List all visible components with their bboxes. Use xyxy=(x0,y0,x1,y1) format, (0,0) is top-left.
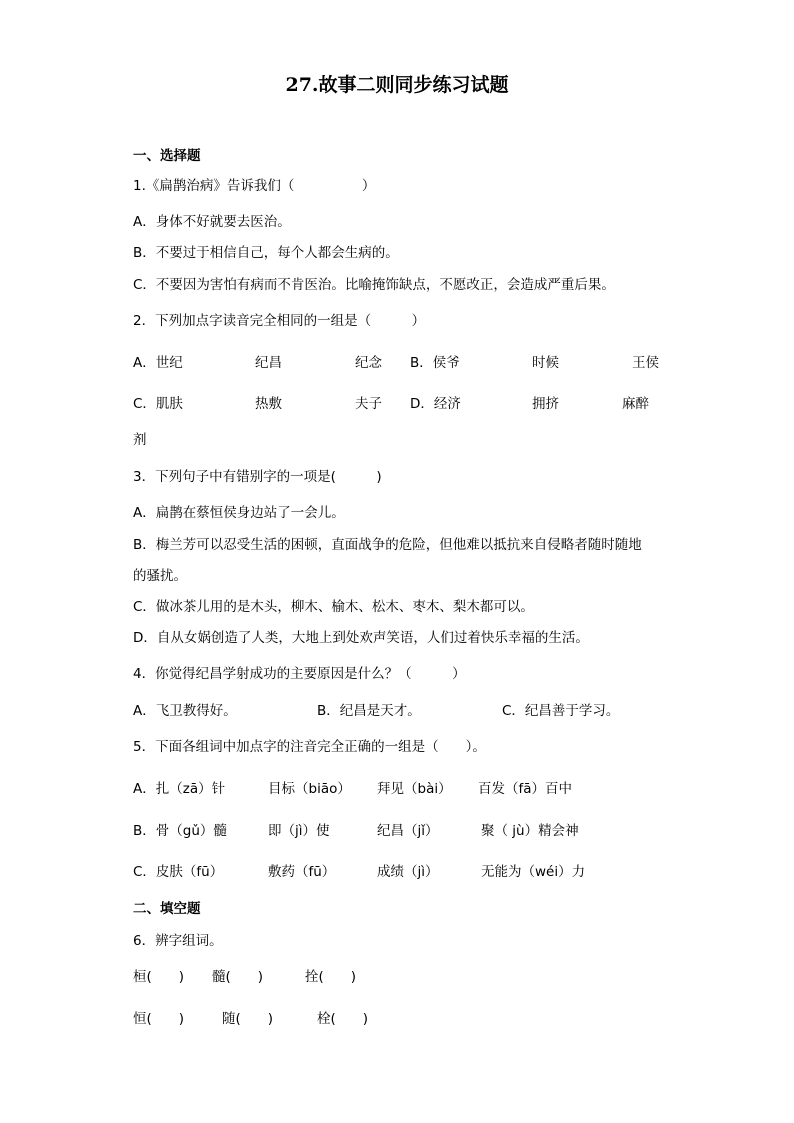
question-6-blank: 恒( ) xyxy=(133,1011,185,1027)
question-4-option-b: B．纪昌是天才。 xyxy=(317,703,421,719)
question-5-option: 敷药（fū） xyxy=(268,864,336,880)
question-2-option: 王侯 xyxy=(632,355,659,371)
question-6-blank: 拴( ) xyxy=(305,969,357,985)
question-2-option: 拥挤 xyxy=(532,396,559,412)
question-3-option-a: A．扁鹊在蔡恒侯身边站了一会儿。 xyxy=(133,505,345,521)
question-4-option-c: C．纪昌善于学习。 xyxy=(502,703,620,719)
question-5-stem: 5．下面各组词中加点字的注音完全正确的一组是（ ）。 xyxy=(133,739,486,755)
question-5-option: 纪昌（jǐ） xyxy=(377,823,439,839)
question-5-option: 无能为（wéi）力 xyxy=(481,864,586,880)
section-heading-choice: 一、选择题 xyxy=(133,148,201,164)
question-2-option: 麻醉 xyxy=(622,396,649,412)
question-5-option: C．皮肤（fū） xyxy=(133,864,224,880)
question-2-option: 纪念 xyxy=(355,355,382,371)
question-2-option: D．经济 xyxy=(410,396,461,412)
question-2-option: 纪昌 xyxy=(255,355,282,371)
question-2-option: B．侯爷 xyxy=(410,355,460,371)
question-4-stem: 4．你觉得纪昌学射成功的主要原因是什么？（ ） xyxy=(133,666,466,682)
question-6-blank: 栓( ) xyxy=(317,1011,369,1027)
page-title: 27.故事二则同步练习试题 xyxy=(285,74,509,96)
question-6-blank: 髓( ) xyxy=(212,969,264,985)
question-2-option: 时候 xyxy=(532,355,559,371)
section-heading-fill-blank: 二、填空题 xyxy=(133,901,201,917)
question-5-option: 百发（fā）百中 xyxy=(478,781,573,797)
question-4-option-a: A．飞卫教得好。 xyxy=(133,703,237,719)
question-6-blank: 桓( ) xyxy=(133,969,185,985)
question-3-option-c: C．做冰茶儿用的是木头，柳木、榆木、松木、枣木、梨木都可以。 xyxy=(133,599,534,615)
question-1-option-c: C．不要因为害怕有病而不肯医治。比喻掩饰缺点，不愿改正，会造成严重后果。 xyxy=(133,277,615,293)
question-2-stem: 2．下列加点字读音完全相同的一组是（ ） xyxy=(133,313,426,329)
question-2-option: C．肌肤 xyxy=(133,396,183,412)
question-1-option-b: B．不要过于相信自己，每个人都会生病的。 xyxy=(133,245,399,261)
question-1-option-a: A．身体不好就要去医治。 xyxy=(133,214,291,230)
question-5-option: 目标（biāo） xyxy=(268,781,351,797)
question-2-option: 夫子 xyxy=(355,396,382,412)
question-3-option-d: D．自从女娲创造了人类，大地上到处欢声笑语，人们过着快乐幸福的生活。 xyxy=(133,630,589,646)
question-3-option-b: B．梅兰芳可以忍受生活的困顿，直面战争的危险，但他难以抵抗来自侵略者随时随地 xyxy=(133,537,642,553)
question-2-option: A．世纪 xyxy=(133,355,183,371)
question-6-blank: 随( ) xyxy=(222,1011,274,1027)
question-6-stem: 6．辨字组词。 xyxy=(133,933,223,949)
question-5-option: 即（jì）使 xyxy=(268,823,330,839)
question-5-option: A．扎（zā）针 xyxy=(133,781,226,797)
question-2-option: 热敷 xyxy=(255,396,282,412)
question-5-option: 聚（ jù）精会神 xyxy=(481,823,579,839)
question-5-option: 拜见（bài） xyxy=(377,781,452,797)
question-3-option-b-continued: 的骚扰。 xyxy=(133,568,187,584)
question-1-stem: 1.《扁鹊治病》告诉我们（ ） xyxy=(133,178,376,194)
question-3-stem: 3．下列句子中有错别字的一项是( ) xyxy=(133,469,382,485)
question-5-option: 成绩（jì） xyxy=(377,864,439,880)
question-2-wrap-text: 剂 xyxy=(133,432,147,448)
question-5-option: B．骨（gǔ）髓 xyxy=(133,823,227,839)
